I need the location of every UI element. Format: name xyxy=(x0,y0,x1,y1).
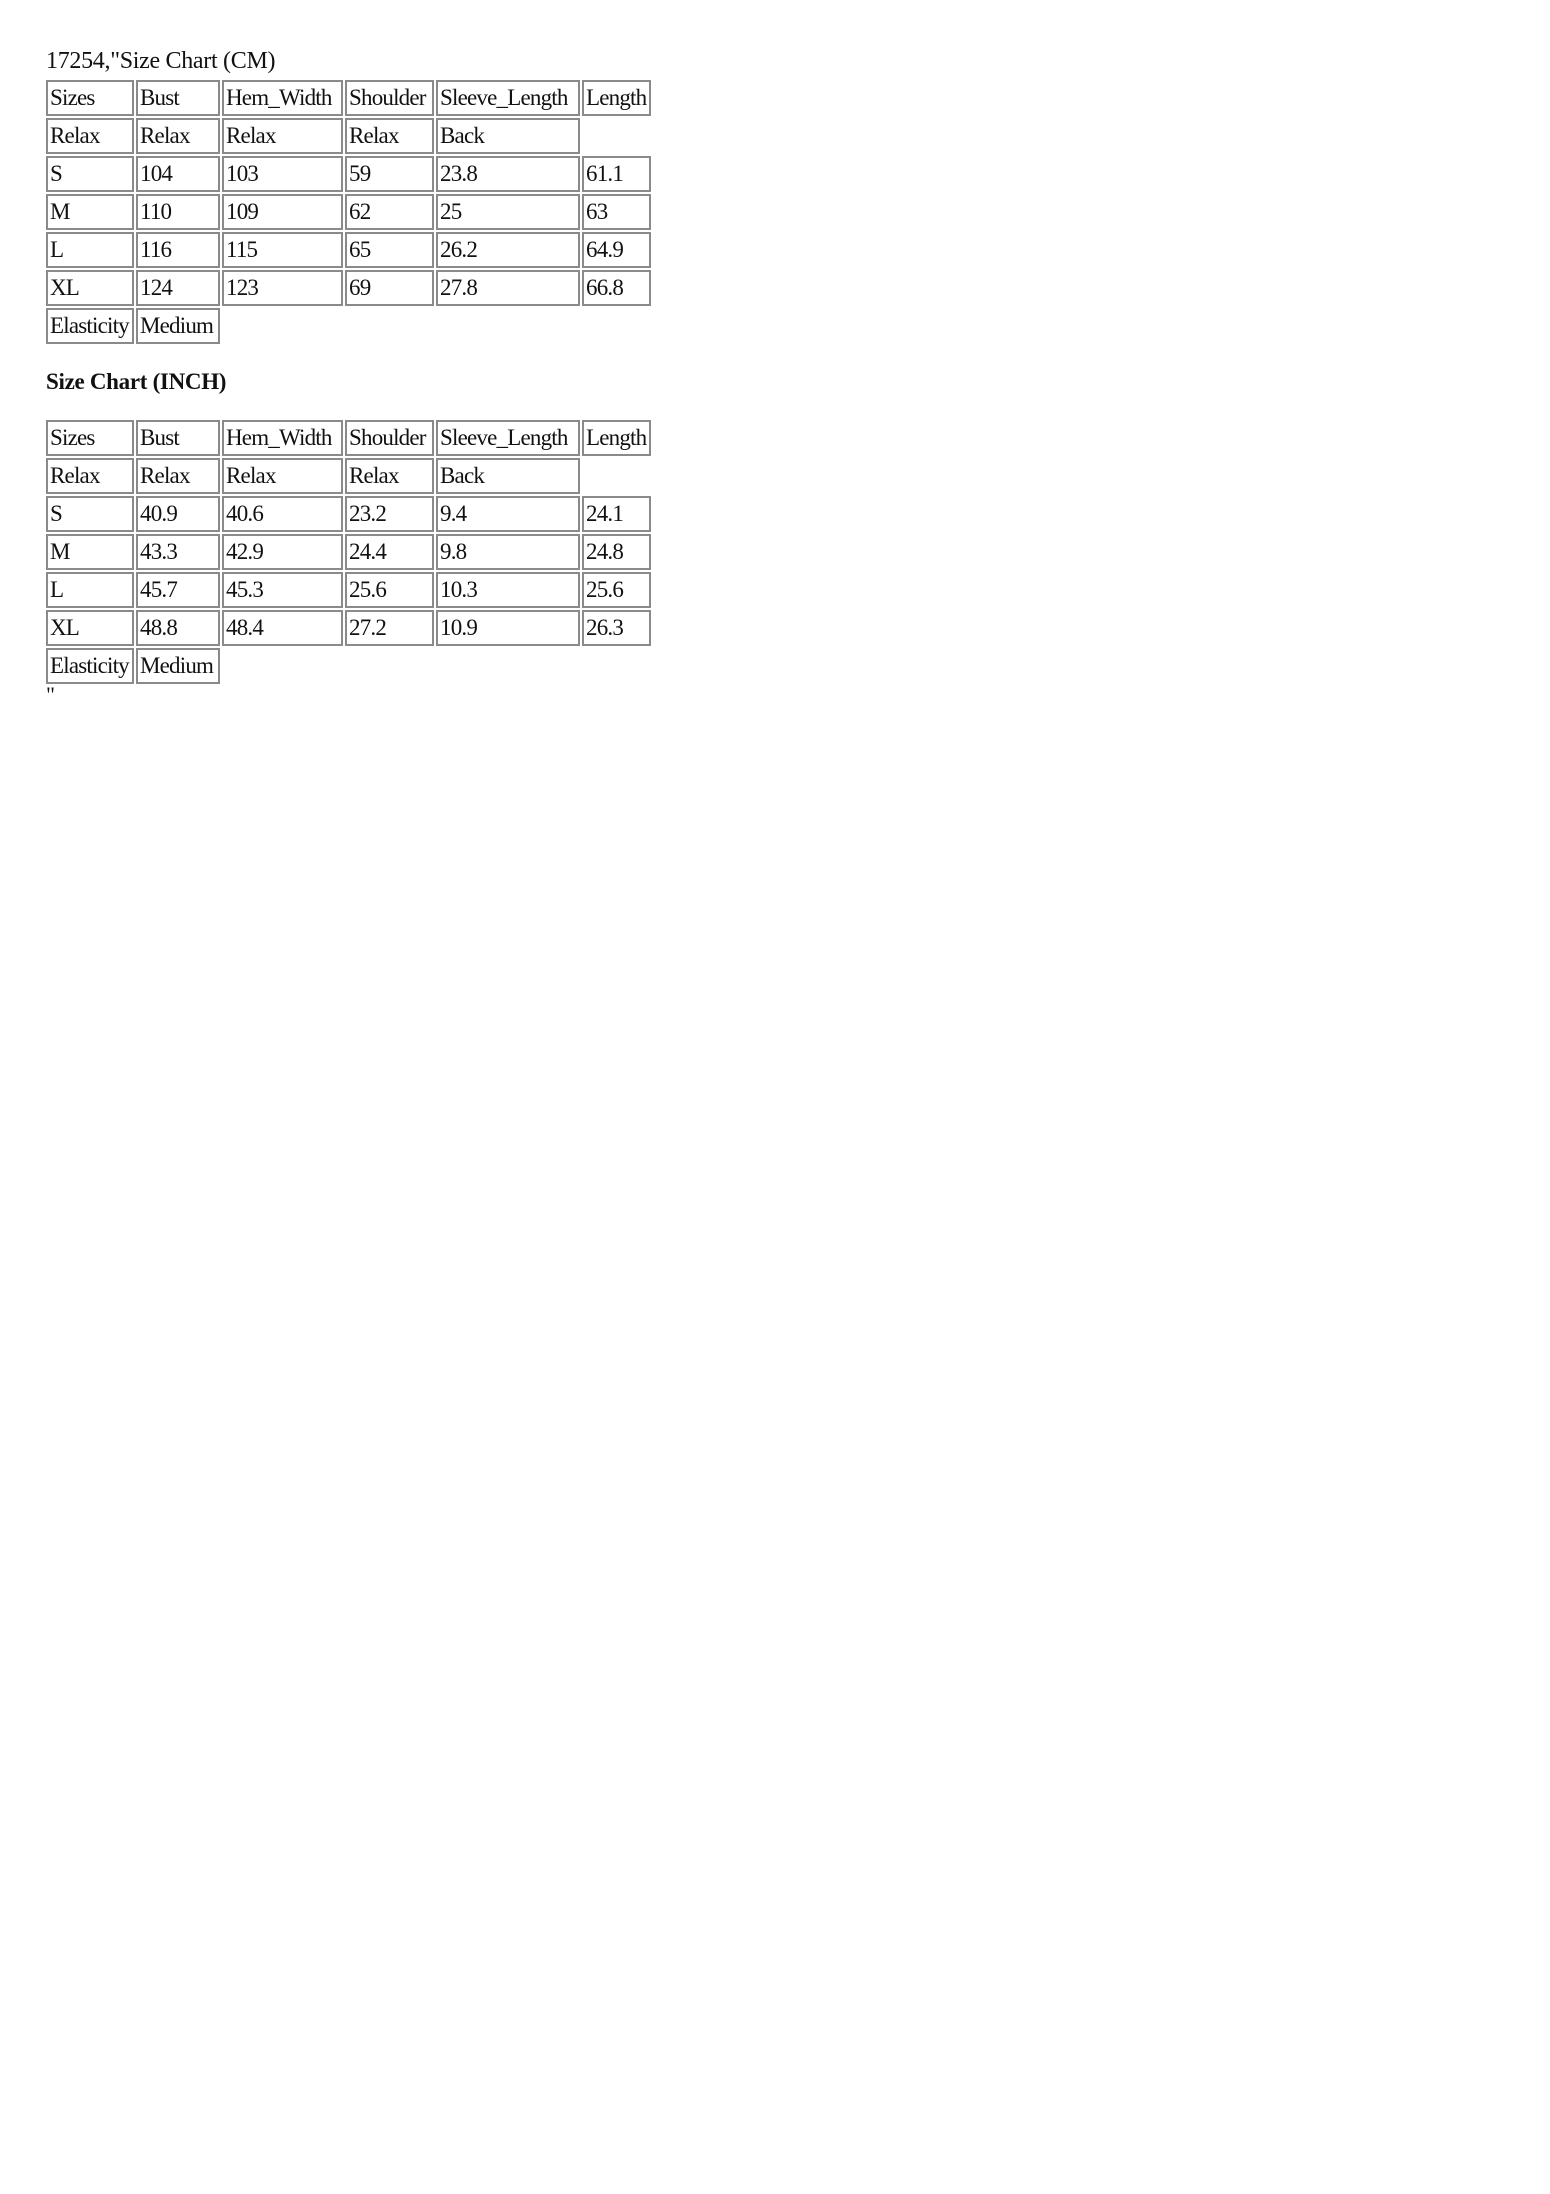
table-cell: 27.8 xyxy=(436,270,580,306)
table-cell: 24.4 xyxy=(345,534,434,570)
table-cell: 25.6 xyxy=(582,572,651,608)
elasticity-row xyxy=(46,308,651,344)
fit-cell: Relax xyxy=(345,458,434,494)
empty-cell xyxy=(222,648,343,684)
table-cell: 45.7 xyxy=(136,572,220,608)
table-cell: 110 xyxy=(136,194,220,230)
table-cell: 124 xyxy=(136,270,220,306)
table-row xyxy=(46,232,651,268)
fit-cell: Relax xyxy=(222,118,343,154)
table-cell: 10.3 xyxy=(436,572,580,608)
table-row xyxy=(46,496,651,532)
table-cell: 48.4 xyxy=(222,610,343,646)
table-cell: 23.2 xyxy=(345,496,434,532)
size-chart-inch-table xyxy=(44,418,653,686)
table-cell: 45.3 xyxy=(222,572,343,608)
table-cell: 26.3 xyxy=(582,610,651,646)
fit-cell: Relax xyxy=(136,458,220,494)
empty-cell xyxy=(436,308,580,344)
header-cell: Bust xyxy=(136,420,220,456)
header-cell: Shoulder xyxy=(345,420,434,456)
table-cell: 62 xyxy=(345,194,434,230)
table-row xyxy=(46,534,651,570)
table-cell: S xyxy=(46,156,134,192)
table-cell: 10.9 xyxy=(436,610,580,646)
header-cell: Sizes xyxy=(46,80,134,116)
table-cell: 48.8 xyxy=(136,610,220,646)
table-cell: 103 xyxy=(222,156,343,192)
header-cell: Hem_Width xyxy=(222,420,343,456)
table-cell: 63 xyxy=(582,194,651,230)
header-cell: Sleeve_Length xyxy=(436,80,580,116)
closing-quote: " xyxy=(46,682,55,707)
empty-cell xyxy=(345,308,434,344)
header-cell: Sizes xyxy=(46,420,134,456)
table-cell: 64.9 xyxy=(582,232,651,268)
table-header-row xyxy=(46,80,651,116)
fit-cell: Back xyxy=(436,118,580,154)
table-row xyxy=(46,270,651,306)
table-cell: XL xyxy=(46,270,134,306)
header-cell: Sleeve_Length xyxy=(436,420,580,456)
table-cell: 69 xyxy=(345,270,434,306)
elasticity-value: Medium xyxy=(136,648,220,684)
table-cell: 109 xyxy=(222,194,343,230)
empty-cell xyxy=(222,308,343,344)
header-cell: Shoulder xyxy=(345,80,434,116)
empty-cell xyxy=(345,648,434,684)
table-cell: M xyxy=(46,534,134,570)
table-cell: 65 xyxy=(345,232,434,268)
table-cell: L xyxy=(46,232,134,268)
table-row xyxy=(46,194,651,230)
empty-cell xyxy=(582,118,651,154)
elasticity-row xyxy=(46,648,651,684)
table-cell: 40.6 xyxy=(222,496,343,532)
table-cell: 43.3 xyxy=(136,534,220,570)
empty-cell xyxy=(436,648,580,684)
table-cell: 123 xyxy=(222,270,343,306)
empty-cell xyxy=(582,458,651,494)
table-cell: 59 xyxy=(345,156,434,192)
table-cell: XL xyxy=(46,610,134,646)
table-row xyxy=(46,572,651,608)
empty-cell xyxy=(582,648,651,684)
header-cell: Length xyxy=(582,80,651,116)
elasticity-label: Elasticity xyxy=(46,308,134,344)
table-cell: 23.8 xyxy=(436,156,580,192)
table-row xyxy=(46,610,651,646)
fit-cell: Relax xyxy=(46,118,134,154)
size-chart-cm-table xyxy=(44,78,653,346)
table-cell: 25 xyxy=(436,194,580,230)
table-cell: 26.2 xyxy=(436,232,580,268)
table-cell: 24.1 xyxy=(582,496,651,532)
fit-row xyxy=(46,458,651,494)
table-cell: 42.9 xyxy=(222,534,343,570)
elasticity-value: Medium xyxy=(136,308,220,344)
header-cell: Hem_Width xyxy=(222,80,343,116)
header-cell: Bust xyxy=(136,80,220,116)
table-cell: 40.9 xyxy=(136,496,220,532)
header-line: 17254,"Size Chart (CM) xyxy=(46,48,276,74)
table-cell: S xyxy=(46,496,134,532)
fit-cell: Back xyxy=(436,458,580,494)
table-cell: 25.6 xyxy=(345,572,434,608)
fit-cell: Relax xyxy=(222,458,343,494)
fit-row xyxy=(46,118,651,154)
table-cell: 61.1 xyxy=(582,156,651,192)
fit-cell: Relax xyxy=(136,118,220,154)
table-cell: L xyxy=(46,572,134,608)
table-cell: 9.4 xyxy=(436,496,580,532)
table-cell: 27.2 xyxy=(345,610,434,646)
table-cell: M xyxy=(46,194,134,230)
elasticity-label: Elasticity xyxy=(46,648,134,684)
empty-cell xyxy=(582,308,651,344)
table-cell: 9.8 xyxy=(436,534,580,570)
table-cell: 24.8 xyxy=(582,534,651,570)
inch-section-title: Size Chart (INCH) xyxy=(46,369,227,394)
table-header-row xyxy=(46,420,651,456)
table-cell: 104 xyxy=(136,156,220,192)
table-cell: 116 xyxy=(136,232,220,268)
document-page xyxy=(46,46,653,707)
fit-cell: Relax xyxy=(345,118,434,154)
header-cell: Length xyxy=(582,420,651,456)
fit-cell: Relax xyxy=(46,458,134,494)
table-cell: 66.8 xyxy=(582,270,651,306)
table-cell: 115 xyxy=(222,232,343,268)
table-row xyxy=(46,156,651,192)
